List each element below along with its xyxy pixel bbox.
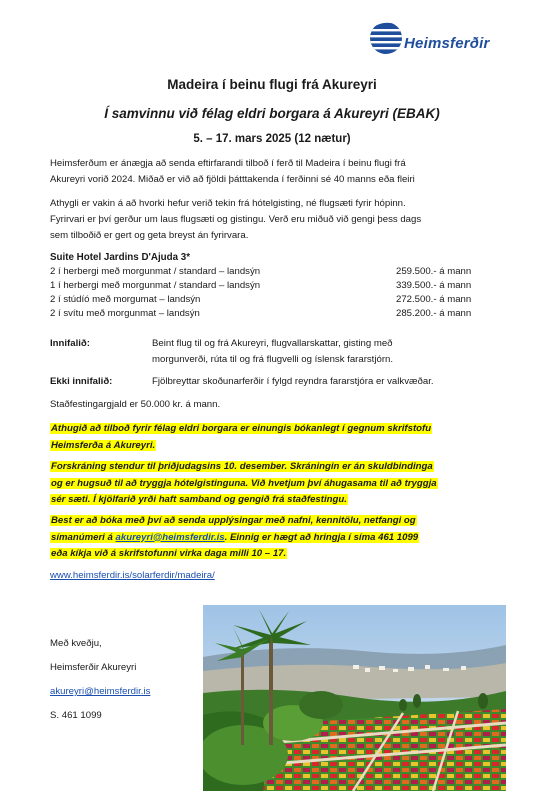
intro-line: Akureyri vorið 2024. Miðað er við að fjöldi þátttakenda í ferðinni sé 40 manns eða fleiri bbox=[50, 174, 415, 185]
heimsferdir-logo bbox=[368, 18, 528, 62]
highlight-how-to-book: Best er að bóka með því að senda upplýsingar með nafni, kennitölu, netfangi og símanúmeri á akureyri@heimsferdir.is. Einnig er hægt að hringja í síma 461 1099 eða kíkja við á skrifstofunni virka daga milli 10 – 17. bbox=[51, 515, 419, 559]
page-subtitle: Í samvinnu við félag eldri borgara á Akureyri (EBAK) bbox=[104, 106, 440, 121]
excluded-label: Ekki innifalið: bbox=[50, 376, 113, 387]
booking-email-link[interactable]: akureyri@heimsferdir.is bbox=[115, 531, 225, 543]
disclaimer-paragraph bbox=[50, 196, 500, 244]
room-description: 1 í herbergi með morgunmat / standard – landsýn bbox=[50, 280, 261, 291]
included-line: Beint flug til og frá Akureyri, flugvallarskattar, gisting með bbox=[152, 338, 393, 349]
disclaimer-line: Fyrirvari er því gerður um laus flugsæti og gistingu. Verð eru miðuð við gengi þess dags bbox=[50, 214, 422, 225]
room-price-row bbox=[50, 308, 490, 323]
highlight-booking-office bbox=[50, 421, 432, 454]
highlight-line: Athugið að tilboð fyrir félag eldri borgara er einungis bókanlegt í gegnum skrifstofu bbox=[51, 423, 432, 434]
signature-greeting: Með kveðju, bbox=[50, 638, 102, 649]
signature-phone: S. 461 1099 bbox=[50, 710, 102, 721]
deposit-text: Staðfestingargjald er 50.000 kr. á mann. bbox=[50, 399, 221, 410]
room-price-row bbox=[50, 280, 490, 295]
trip-dates: 5. – 17. mars 2025 (12 nætur) bbox=[193, 133, 351, 145]
intro-line: Heimsferðum er ánægja að senda eftirfarandi tilboð í ferð til Madeira í beinu flugi frá bbox=[50, 158, 406, 169]
madeira-garden-photo bbox=[203, 605, 506, 791]
excluded-text: Fjölbreyttar skoðunarferðir í fylgd reyndra fararstjóra er valkvæðar. bbox=[152, 376, 434, 387]
included-label: Innifalið: bbox=[50, 338, 90, 349]
room-price: 272.500.- á mann bbox=[396, 294, 472, 305]
included-line: morgunverði, rúta til og frá flugvelli og íslensk fararstjórn. bbox=[152, 354, 394, 365]
room-price-row bbox=[50, 294, 490, 309]
room-description: 2 í herbergi með morgunmat / standard – landsýn bbox=[50, 266, 261, 277]
highlight-preregistration bbox=[50, 459, 438, 509]
highlight-line: sér sæti. Í kjölfarið yrði haft samband og gengið frá staðfestingu. bbox=[51, 494, 347, 505]
highlight-line: og er hugsuð til að tryggja hótelgistinguna. Við hvetjum því áhugasama til að tryggja bbox=[51, 477, 437, 489]
page-title: Madeira í beinu flugi frá Akureyri bbox=[167, 77, 377, 92]
globe-icon bbox=[368, 18, 408, 62]
signature-email-link[interactable]: akureyri@heimsferdir.is bbox=[50, 686, 151, 697]
room-price-row bbox=[50, 266, 490, 281]
signature-company: Heimsferðir Akureyri bbox=[50, 662, 137, 673]
room-price: 259.500.- á mann bbox=[396, 266, 472, 277]
room-description: 2 í svítu með morgunmat – landsýn bbox=[50, 308, 200, 319]
room-price: 339.500.- á mann bbox=[396, 280, 472, 291]
highlight-line: eða kíkja við á skrifstofunni virka daga milli 10 – 17. bbox=[51, 548, 287, 559]
highlight-line: Forskráning stendur til þriðjudagsins 10. desember. Skráningin er án skuldbindinga bbox=[51, 461, 433, 472]
highlight-line: Heimsferða á Akureyri. bbox=[51, 439, 156, 451]
hotel-name: Suite Hotel Jardins D'Ajuda 3* bbox=[50, 252, 191, 263]
highlight-line: Best er að bóka með því að senda upplýsingar með nafni, kennitölu, netfangi og bbox=[51, 515, 416, 526]
included-text bbox=[152, 336, 492, 368]
room-price: 285.200.- á mann bbox=[396, 308, 472, 319]
disclaimer-line: sem tilboðið er gert og geta breyst án fyrirvara. bbox=[50, 230, 249, 241]
disclaimer-line: Athygli er vakin á að hvorki hefur verið tekin frá hótelgisting, né flugsæti fyrir hópinn. bbox=[50, 198, 406, 209]
logo-wordmark: Heimsferðir bbox=[404, 35, 490, 52]
room-description: 2 í stúdíó með morgumat – landsýn bbox=[50, 294, 201, 305]
madeira-page-link[interactable]: www.heimsferdir.is/solarferdir/madeira/ bbox=[50, 570, 215, 581]
intro-paragraph bbox=[50, 156, 500, 188]
